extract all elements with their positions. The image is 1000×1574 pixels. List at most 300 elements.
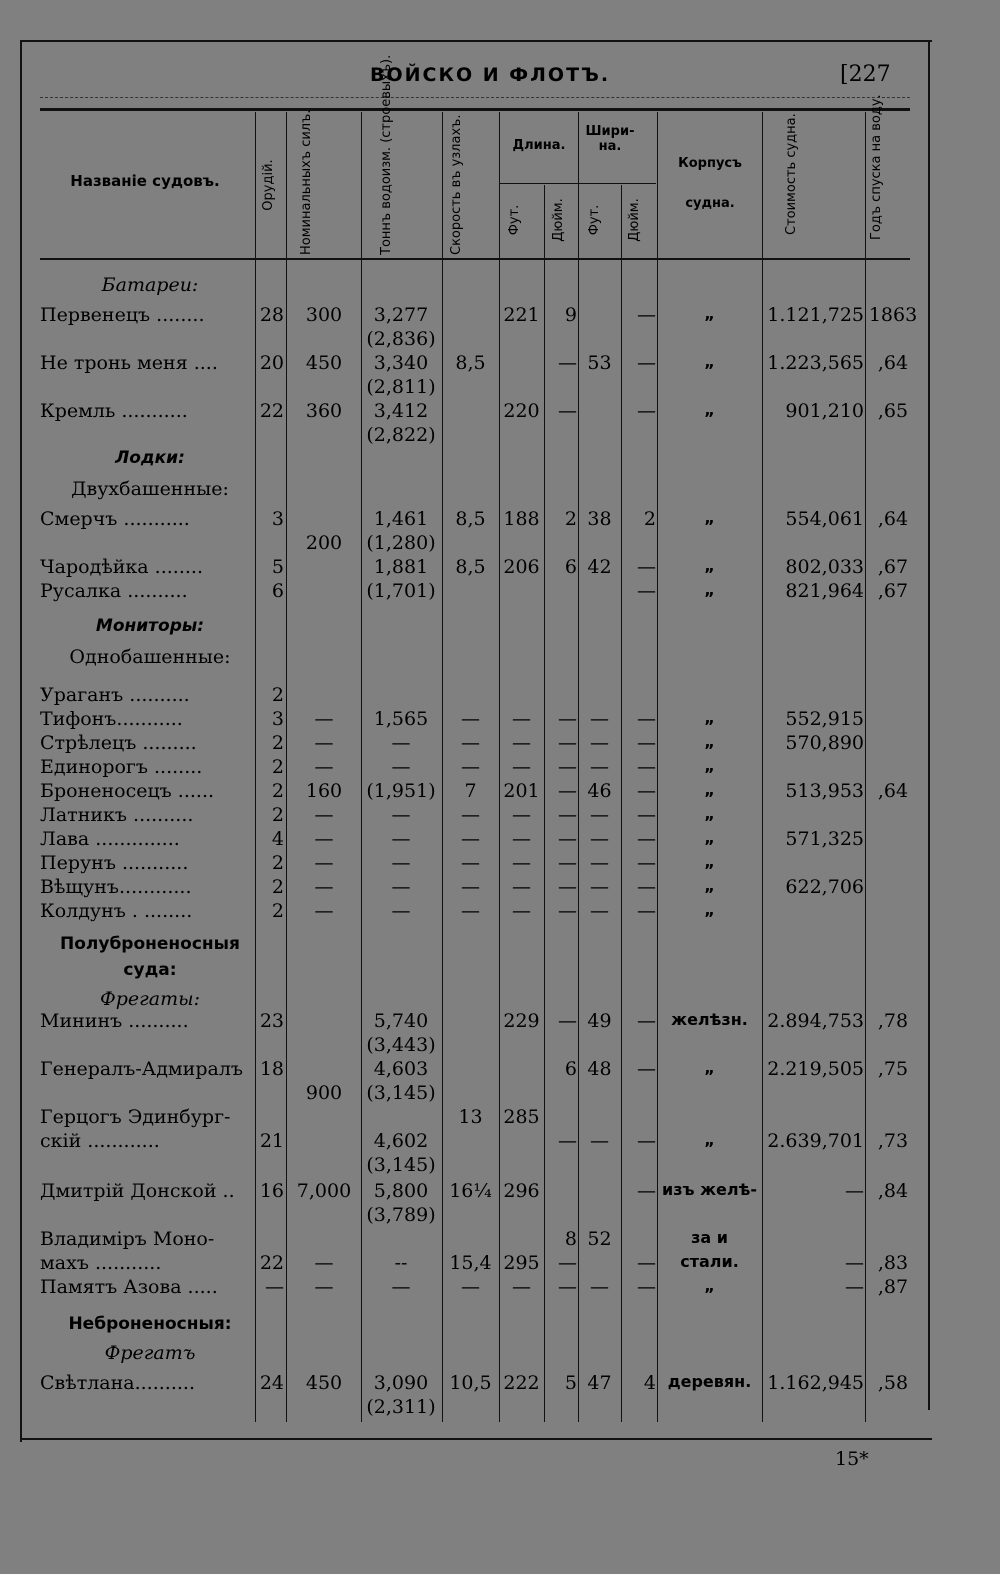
cell-tons: (3,789) — [366, 1204, 436, 1226]
cell-tons: 3,090 — [373, 1372, 429, 1394]
section-frigates: Фрегаты: — [99, 988, 200, 1010]
cell-tons: 5,740 — [373, 1010, 429, 1032]
cell-len-ft: 188 — [503, 508, 540, 530]
cell-tons: — — [391, 852, 411, 874]
cell-speed: 8,5 — [455, 352, 486, 374]
cell-name: Русалка .......... — [40, 580, 188, 602]
cell-guns: 3 — [271, 508, 284, 530]
cell-hull: изъ желѣ- — [661, 1180, 757, 1199]
cell-tons: 1,461 — [373, 508, 429, 530]
cell-len-in: — — [558, 900, 577, 922]
cell-speed: — — [461, 756, 480, 778]
cell-cost: 2.219,505 — [767, 1058, 864, 1080]
cell-len-ft: 220 — [503, 400, 540, 422]
header-speed: Скорость въ узлахъ. — [449, 114, 464, 255]
cell-cost: 901,210 — [785, 400, 864, 422]
table-row — [0, 1034, 910, 1058]
cell-guns: 2 — [271, 684, 284, 706]
cell-hp: 360 — [305, 400, 343, 422]
cell-year: ,64 — [877, 508, 909, 530]
cell-speed: — — [461, 708, 480, 730]
cell-tons: (1,701) — [366, 580, 436, 602]
cell-w-in: — — [637, 756, 656, 778]
table-row — [0, 756, 910, 780]
cell-len-ft: 229 — [503, 1010, 540, 1032]
table-row — [0, 304, 918, 328]
cell-len-in: — — [558, 352, 577, 374]
cell-speed: 8,5 — [455, 556, 486, 578]
cell-w-in: — — [637, 900, 656, 922]
cell-w-ft: — — [590, 708, 609, 730]
header-tons: Тоннъ водоизм. (строевыхъ). — [379, 54, 394, 255]
cell-cost: — — [845, 1180, 864, 1202]
table-row — [0, 1396, 910, 1420]
cell-year: ,58 — [877, 1372, 909, 1394]
cell-len-in: 6 — [564, 556, 577, 578]
header-length: Длина. — [512, 138, 566, 153]
cell-w-in: — — [637, 400, 656, 422]
cell-tons: (2,311) — [366, 1396, 436, 1418]
cell-name: Герцогъ Эдинбург- — [40, 1106, 231, 1128]
cell-name: скій ............ — [40, 1130, 160, 1152]
table-top-rule — [40, 108, 910, 111]
cell-tons: — — [391, 732, 411, 754]
cell-tons: (3,145) — [366, 1082, 436, 1104]
cell-name: Тифонъ........... — [40, 708, 183, 730]
cell-len-ft: — — [512, 876, 531, 898]
cell-len-in: — — [558, 828, 577, 850]
cell-len-in: — — [558, 804, 577, 826]
cell-len-in: — — [558, 1010, 577, 1032]
cell-len-ft: — — [512, 852, 531, 874]
cell-year: ,87 — [877, 1276, 909, 1298]
cell-tons: — — [391, 900, 411, 922]
cell-w-in: — — [637, 304, 656, 326]
cell-guns: 28 — [259, 304, 284, 326]
cell-w-ft: — — [590, 732, 609, 754]
cell-len-ft: 296 — [503, 1180, 540, 1202]
cell-hp: 300 — [305, 304, 343, 326]
cell-guns: 22 — [259, 1252, 284, 1274]
cell-len-in: — — [558, 876, 577, 898]
cell-len-ft: 201 — [503, 780, 540, 802]
cell-year: 1863 — [868, 304, 918, 326]
cell-len-in: — — [558, 1130, 577, 1152]
page-number: [227 — [840, 62, 891, 87]
cell-cost: — — [845, 1276, 864, 1298]
table-row — [0, 780, 910, 804]
cell-guns: 18 — [259, 1058, 284, 1080]
cell-len-in: — — [558, 1252, 577, 1274]
table-row — [0, 400, 910, 424]
cell-w-in: — — [637, 1130, 656, 1152]
cell-cost: 571,325 — [785, 828, 864, 850]
cell-len-in: — — [558, 852, 577, 874]
cell-name: Смерчъ ........... — [40, 508, 190, 530]
running-title: ВОЙСКО И ФЛОТЪ. — [370, 64, 611, 86]
table-row — [0, 876, 910, 900]
table-row — [0, 1106, 910, 1130]
cell-year: ,73 — [877, 1130, 909, 1152]
cell-name: Не тронь меня .... — [40, 352, 218, 374]
table-row — [0, 556, 910, 580]
cell-guns: 2 — [271, 732, 284, 754]
table-row — [0, 328, 910, 352]
cell-w-ft: — — [590, 1130, 609, 1152]
cell-len-in: — — [558, 732, 577, 754]
cell-len-in: 6 — [564, 1058, 577, 1080]
cell-hp: 160 — [305, 780, 343, 802]
cell-cost: 570,890 — [785, 732, 864, 754]
cell-cost: 513,953 — [785, 780, 864, 802]
cell-hp: — — [314, 828, 334, 850]
cell-cost: 802,033 — [785, 556, 864, 578]
cell-hull: желѣзн. — [671, 1010, 748, 1029]
cell-tons: (3,145) — [366, 1154, 436, 1176]
cell-cost: 1.223,565 — [767, 352, 864, 374]
cell-w-in: — — [637, 1252, 656, 1274]
cell-hull: „ — [704, 556, 715, 575]
table-row — [0, 1180, 910, 1204]
cell-name: Ураганъ .......... — [40, 684, 190, 706]
cell-len-ft: — — [512, 828, 531, 850]
cell-w-in: — — [637, 580, 656, 602]
cell-hull: „ — [704, 1130, 715, 1149]
table-row — [0, 804, 910, 828]
header-year: Годъ спуска на воду. — [869, 94, 884, 240]
cell-name: махъ ........... — [40, 1252, 162, 1274]
cell-speed: 16¼ — [449, 1180, 492, 1202]
cell-len-ft: — — [512, 756, 531, 778]
cell-hp: 900 — [305, 1082, 343, 1104]
bottom-rule — [20, 1438, 932, 1440]
cell-hull: „ — [704, 804, 715, 823]
cell-speed: — — [461, 1276, 480, 1298]
cell-w-ft: 49 — [587, 1010, 612, 1032]
table-header-rule — [40, 258, 910, 260]
table-row — [0, 1204, 910, 1228]
table-row — [0, 852, 910, 876]
cell-speed: 8,5 — [455, 508, 486, 530]
cell-w-ft: — — [590, 876, 609, 898]
cell-name: Генералъ-Адмиралъ — [40, 1058, 243, 1080]
table-row — [0, 900, 910, 924]
cell-name: Перунъ ........... — [40, 852, 189, 874]
table-row — [0, 1010, 910, 1034]
cell-hull: „ — [704, 732, 715, 751]
cell-w-in: — — [637, 1010, 656, 1032]
table-row — [0, 1372, 910, 1396]
cell-w-in: — — [637, 556, 656, 578]
cell-cost: 552,915 — [785, 708, 864, 730]
cell-name: Лава .............. — [40, 828, 180, 850]
cell-w-ft: — — [590, 1276, 609, 1298]
cell-name: Единорогъ ........ — [40, 756, 203, 778]
cell-cost: — — [845, 1252, 864, 1274]
cell-cost: 622,706 — [785, 876, 864, 898]
cell-hp: — — [314, 708, 334, 730]
cell-tons: 5,800 — [373, 1180, 429, 1202]
cell-w-in: — — [637, 1180, 656, 1202]
table-row — [0, 352, 910, 376]
cell-hp: — — [314, 804, 334, 826]
cell-tons: -- — [394, 1252, 408, 1274]
table-row — [0, 532, 910, 556]
cell-w-in: — — [637, 732, 656, 754]
cell-hull: „ — [704, 580, 715, 599]
cell-w-in: — — [637, 1058, 656, 1080]
table-row — [0, 732, 910, 756]
header-inch-w: Дюйм. — [627, 198, 642, 242]
cell-speed: 10,5 — [449, 1372, 492, 1394]
cell-cost: 1.162,945 — [767, 1372, 864, 1394]
cell-hp: — — [314, 1252, 334, 1274]
cell-tons: (2,836) — [366, 328, 436, 350]
cell-name: Дмитрій Донской .. — [40, 1180, 235, 1202]
table-row — [0, 1228, 910, 1252]
header-guns: Орудій. — [261, 159, 276, 211]
cell-w-ft: — — [590, 804, 609, 826]
cell-len-ft: 221 — [503, 304, 540, 326]
section-unarmored: Неброненосныя: — [68, 1314, 232, 1334]
table-row — [0, 376, 910, 400]
cell-w-in: — — [637, 780, 656, 802]
cell-hull: деревян. — [667, 1372, 752, 1391]
cell-w-ft: 46 — [587, 780, 612, 802]
cell-hp: — — [314, 1276, 334, 1298]
cell-hp: 450 — [305, 1372, 343, 1394]
cell-name: Вѣщунъ............ — [40, 876, 192, 898]
cell-hull: „ — [704, 708, 715, 727]
cell-tons: — — [391, 1276, 411, 1298]
cell-name: Броненосецъ ...... — [40, 780, 215, 802]
cell-hull: „ — [704, 1058, 715, 1077]
cell-hp: 200 — [305, 532, 343, 554]
section-twoturret: Двухбашенные: — [71, 478, 229, 500]
cell-tons: 3,340 — [373, 352, 429, 374]
cell-guns: 2 — [271, 852, 284, 874]
cell-len-ft: 222 — [503, 1372, 540, 1394]
table-row — [0, 708, 910, 732]
cell-len-in: — — [558, 1276, 577, 1298]
cell-w-in: — — [637, 708, 656, 730]
cell-len-in: 9 — [564, 304, 577, 326]
section-monitors: Мониторы: — [95, 616, 205, 636]
cell-cost: 2.639,701 — [767, 1130, 864, 1152]
cell-len-ft: — — [512, 1276, 531, 1298]
cell-year: ,67 — [877, 580, 909, 602]
cell-w-ft: 48 — [587, 1058, 612, 1080]
cell-name: Колдунъ . ........ — [40, 900, 193, 922]
cell-tons: — — [391, 756, 411, 778]
cell-tons: 1,565 — [373, 708, 429, 730]
cell-year: ,83 — [877, 1252, 909, 1274]
cell-guns: 23 — [259, 1010, 284, 1032]
header-width: Шири- на. — [585, 124, 635, 154]
header-rule — [40, 97, 910, 98]
cell-hull: „ — [704, 352, 715, 371]
cell-guns: 21 — [259, 1130, 284, 1152]
cell-w-ft: — — [590, 900, 609, 922]
cell-w-ft: 42 — [587, 556, 612, 578]
cell-len-ft: 285 — [503, 1106, 540, 1128]
table-row — [0, 1082, 910, 1106]
cell-tons: — — [391, 828, 411, 850]
header-hp: Номинальныхъ силъ. — [299, 109, 314, 255]
header-name: Названіе судовъ. — [70, 172, 220, 190]
cell-name: Свѣтлана.......... — [40, 1372, 195, 1394]
cell-tons: 4,602 — [373, 1130, 429, 1152]
cell-w-ft: 52 — [587, 1228, 612, 1250]
cell-w-ft: 38 — [587, 508, 612, 530]
cell-hp: — — [314, 900, 334, 922]
table-row — [0, 424, 910, 448]
cell-guns: — — [265, 1276, 284, 1298]
cell-guns: 2 — [271, 756, 284, 778]
cell-speed: — — [461, 876, 480, 898]
cell-tons: 4,603 — [373, 1058, 429, 1080]
cell-hp: — — [314, 876, 334, 898]
cell-cost: 821,964 — [785, 580, 864, 602]
section-semi: Полуброненосныя — [60, 934, 240, 954]
cell-guns: 22 — [259, 400, 284, 422]
cell-guns: 2 — [271, 900, 284, 922]
cell-name: Кремль ........... — [40, 400, 188, 422]
cell-hull: „ — [704, 1276, 715, 1295]
cell-hull: „ — [704, 508, 715, 527]
header-hull: Корпусъ — [678, 156, 742, 171]
cell-year: ,64 — [877, 780, 909, 802]
cell-tons: — — [391, 876, 411, 898]
cell-name: Владиміръ Моно- — [40, 1228, 215, 1250]
section-oneturret: Однобашенные: — [69, 646, 231, 668]
cell-name: Стрѣлецъ ......... — [40, 732, 197, 754]
cell-hp: — — [314, 756, 334, 778]
table-row — [0, 1276, 910, 1300]
table-row — [0, 1154, 910, 1178]
cell-speed: 13 — [458, 1106, 483, 1128]
cell-tons: — — [391, 804, 411, 826]
cell-tons: 3,277 — [373, 304, 429, 326]
cell-hp: — — [314, 732, 334, 754]
cell-len-in: 2 — [564, 508, 577, 530]
cell-hull: „ — [704, 828, 715, 847]
cell-hull: „ — [704, 756, 715, 775]
cell-guns: 2 — [271, 804, 284, 826]
header-hull-2: судна. — [685, 196, 735, 211]
table-row — [0, 1130, 910, 1154]
table-row — [0, 828, 910, 852]
cell-w-ft: — — [590, 852, 609, 874]
section-batteries: Батареи: — [101, 274, 199, 296]
cell-cost: 2.894,753 — [767, 1010, 864, 1032]
cell-len-ft: — — [512, 732, 531, 754]
cell-speed: — — [461, 900, 480, 922]
cell-guns: 5 — [271, 556, 284, 578]
cell-hull: „ — [704, 900, 715, 919]
cell-cost: 554,061 — [785, 508, 864, 530]
cell-hull: „ — [704, 852, 715, 871]
cell-len-in: — — [558, 756, 577, 778]
cell-guns: 6 — [271, 580, 284, 602]
cell-year: ,84 — [877, 1180, 909, 1202]
cell-speed: — — [461, 852, 480, 874]
cell-tons: (1,280) — [366, 532, 436, 554]
cell-len-ft: 295 — [503, 1252, 540, 1274]
cell-hp: 450 — [305, 352, 343, 374]
cell-name: Первенецъ ........ — [40, 304, 205, 326]
cell-w-ft: — — [590, 828, 609, 850]
cell-speed: 7 — [464, 780, 477, 802]
cell-tons: 1,881 — [373, 556, 429, 578]
header-inch-l: Дюйм. — [551, 198, 566, 242]
cell-hull: „ — [704, 400, 715, 419]
cell-w-in: — — [637, 852, 656, 874]
cell-w-ft: 47 — [587, 1372, 612, 1394]
cell-w-in: — — [637, 828, 656, 850]
section-semi-2: суда: — [123, 960, 177, 980]
cell-len-in: 8 — [564, 1228, 577, 1250]
right-border — [928, 40, 930, 1410]
cell-len-ft: 206 — [503, 556, 540, 578]
cell-guns: 3 — [271, 708, 284, 730]
signature-mark: 15* — [835, 1448, 869, 1470]
cell-w-in: — — [637, 1276, 656, 1298]
table-row — [0, 508, 910, 532]
cell-tons: (3,443) — [366, 1034, 436, 1056]
header-feet-l: Фут. — [507, 204, 522, 236]
table-row — [0, 580, 910, 604]
cell-len-in: — — [558, 400, 577, 422]
cell-hull: „ — [704, 304, 715, 323]
cell-year: ,65 — [877, 400, 909, 422]
cell-len-ft: — — [512, 900, 531, 922]
cell-speed: — — [461, 804, 480, 826]
cell-hull: „ — [704, 876, 715, 895]
cell-w-in: — — [637, 876, 656, 898]
cell-w-ft: 53 — [587, 352, 612, 374]
cell-len-in: 5 — [564, 1372, 577, 1394]
cell-len-ft: — — [512, 804, 531, 826]
cell-name: Памятъ Азова ..... — [40, 1276, 218, 1298]
cell-cost: 1.121,725 — [767, 304, 864, 326]
cell-name: Мининъ .......... — [40, 1010, 189, 1032]
header-cost: Стоимость судна. — [784, 113, 799, 235]
cell-tons: 3,412 — [373, 400, 429, 422]
cell-w-in: 2 — [643, 508, 656, 530]
cell-guns: 2 — [271, 876, 284, 898]
cell-year: ,78 — [877, 1010, 909, 1032]
table-row — [0, 684, 910, 708]
cell-w-ft: — — [590, 756, 609, 778]
header-feet-w: Фут. — [587, 204, 602, 236]
cell-guns: 16 — [259, 1180, 284, 1202]
cell-tons: (2,822) — [366, 424, 436, 446]
cell-hp: 7,000 — [296, 1180, 352, 1202]
section-frigate: Фрегатъ — [104, 1342, 196, 1364]
cell-hp: — — [314, 852, 334, 874]
cell-speed: 15,4 — [449, 1252, 492, 1274]
cell-speed: — — [461, 732, 480, 754]
cell-hull: стали. — [680, 1252, 739, 1271]
table-row — [0, 1252, 910, 1276]
cell-w-in: — — [637, 804, 656, 826]
cell-len-in: — — [558, 708, 577, 730]
cell-len-in: — — [558, 780, 577, 802]
table-row — [0, 1058, 910, 1082]
cell-guns: 20 — [259, 352, 284, 374]
cell-year: ,64 — [877, 352, 909, 374]
